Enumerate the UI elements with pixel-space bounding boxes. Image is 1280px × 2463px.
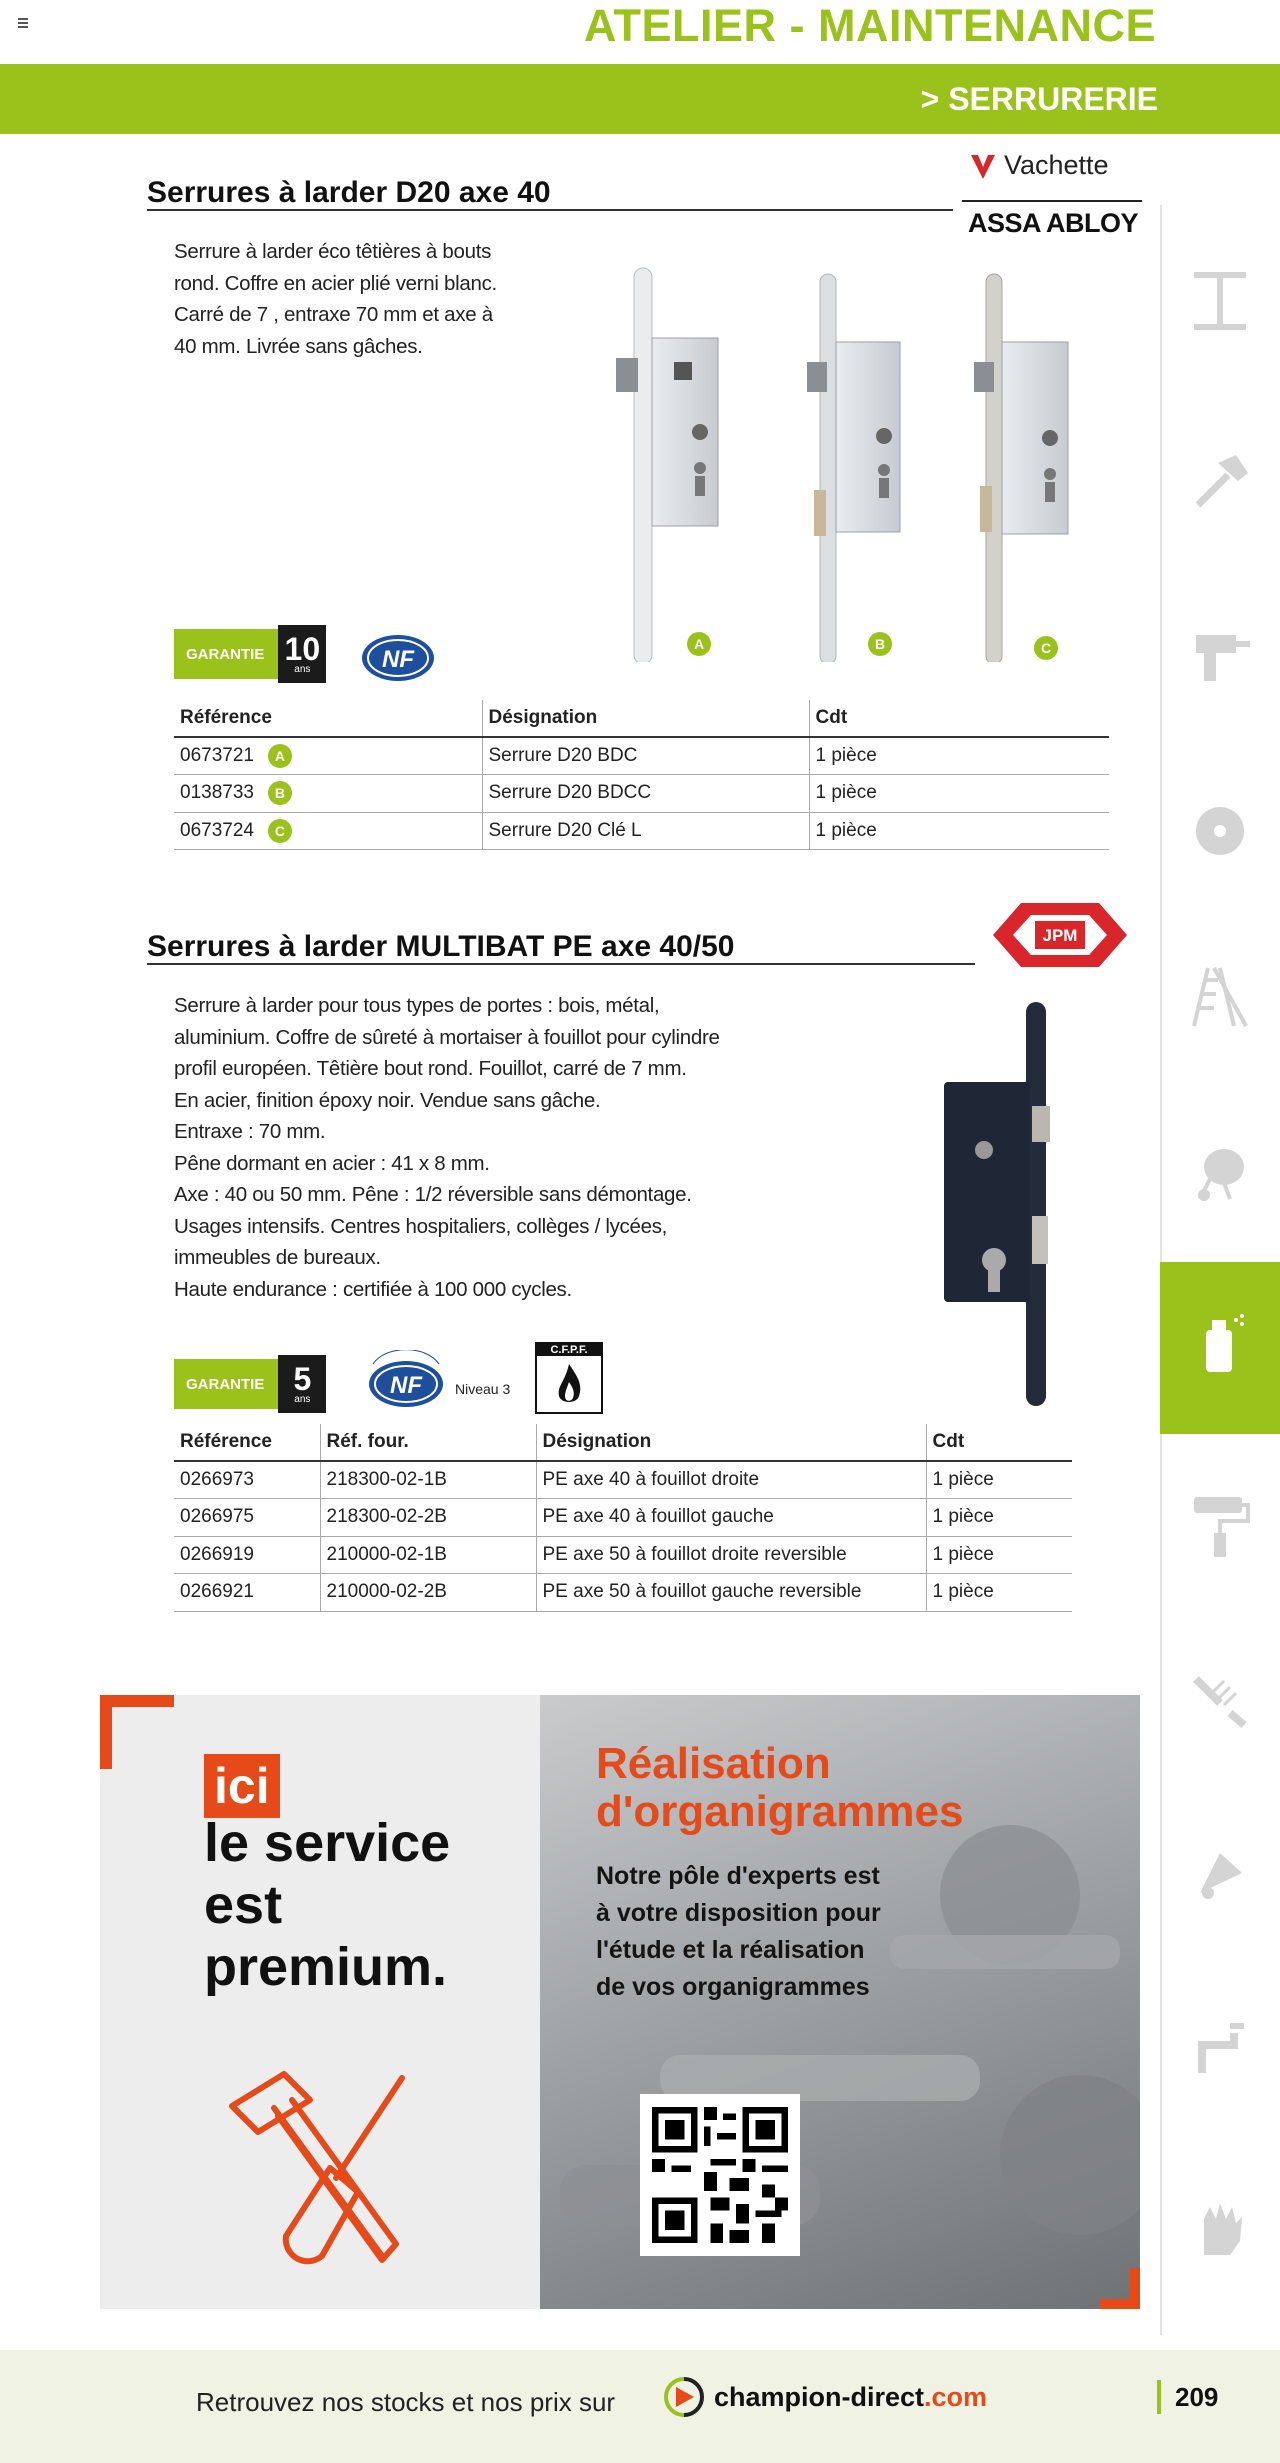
cell-reference	[174, 775, 482, 813]
cell-reference: 0266919	[174, 1536, 320, 1574]
cell-designation: Serrure D20 Clé L	[482, 812, 809, 850]
product2-garantie	[174, 1355, 326, 1413]
glove-icon[interactable]	[1185, 2192, 1255, 2262]
table-header-row	[174, 1424, 1072, 1461]
title-line: Réalisation	[596, 1739, 831, 1788]
product1-images	[600, 262, 1120, 662]
promo-corner-mark	[100, 1695, 174, 1769]
garantie-years	[278, 625, 326, 683]
product2-table	[174, 1424, 1072, 1612]
promo-organigrammes-text	[596, 1858, 881, 2006]
table-row	[174, 1461, 1072, 1499]
desc-line: immeubles de bureaux.	[174, 1246, 381, 1269]
jpm-text: JPM	[1042, 926, 1078, 945]
cell-cdt: 1 pièce	[926, 1574, 1072, 1612]
cell-reference	[174, 737, 482, 775]
desc-line: 40 mm. Livrée sans gâches.	[174, 334, 423, 358]
product1-table	[174, 700, 1109, 850]
garantie-years-unit: ans	[294, 664, 311, 675]
brand-divider	[962, 200, 1142, 202]
garantie-years-unit: ans	[294, 1394, 311, 1405]
assa-abloy-logo: ASSA ABLOY	[968, 208, 1139, 238]
footer-text: Retrouvez nos stocks et nos prix sur	[196, 2387, 616, 2417]
headline-line: premium.	[204, 1937, 448, 1997]
desc-line: Haute endurance : certifiée à 100 000 cycles.	[174, 1277, 572, 1301]
reference-value: 0138733	[180, 782, 254, 804]
promo-headline	[204, 1812, 450, 1998]
menu-icon[interactable]	[18, 18, 28, 30]
desc-line: Serrure à larder pour tous types de portes : bois, métal,	[174, 994, 660, 1017]
body-line: de vos organigrammes	[596, 1973, 870, 2001]
champion-direct-logo[interactable]	[660, 2375, 987, 2419]
product1-title: Serrures à larder D20 axe 40	[147, 176, 551, 209]
vachette-logo	[968, 150, 1109, 181]
desc-line: Entraxe : 70 mm.	[174, 1120, 326, 1143]
garantie-years	[278, 1355, 326, 1413]
headline-line: est	[204, 1875, 283, 1935]
desc-line: En acier, finition époxy noir. Vendue sans gâche.	[174, 1088, 601, 1112]
cell-ref-four: 218300-02-2B	[320, 1499, 536, 1537]
product2-image	[940, 998, 1060, 1410]
cell-designation: Serrure D20 BDCC	[482, 775, 809, 813]
product2-title-rule	[147, 963, 975, 965]
cell-cdt: 1 pièce	[809, 737, 1109, 775]
table-row	[174, 1574, 1072, 1612]
logo-tld-text: .com	[924, 2381, 988, 2412]
title-line: d'organigrammes	[596, 1787, 964, 1836]
desc-line: Axe : 40 ou 50 mm. Pêne : 1/2 réversible sans démontage.	[174, 1183, 692, 1206]
image-label-b: B	[868, 632, 892, 656]
product2-title: Serrures à larder MULTIBAT PE axe 40/50	[147, 930, 735, 963]
col-header-ref-four: Réf. four.	[320, 1424, 536, 1461]
lock-c-image	[974, 274, 1068, 662]
cell-cdt: 1 pièce	[809, 812, 1109, 850]
image-label-a: A	[687, 632, 711, 656]
cfpf-text: C.F.P.F.	[537, 1344, 601, 1356]
col-header-cdt: Cdt	[809, 700, 1109, 737]
garantie-years-number: 5	[293, 1361, 312, 1397]
page-title: ATELIER - MAINTENANCE	[583, 0, 1156, 51]
cell-designation: PE axe 50 à fouillot gauche reversible	[536, 1574, 926, 1612]
table-row	[174, 737, 1109, 775]
col-header-designation: Désignation	[536, 1424, 926, 1461]
table-row	[174, 812, 1109, 850]
desc-line: Carré de 7 , entraxe 70 mm et axe à	[174, 303, 493, 326]
table-header-row	[174, 700, 1109, 737]
flame-icon	[537, 1356, 601, 1410]
cell-ref-four: 218300-02-1B	[320, 1461, 536, 1499]
desc-line: Serrure à larder éco têtières à bouts	[174, 240, 492, 263]
col-header-designation: Désignation	[482, 700, 809, 737]
nf-text: NF	[382, 646, 414, 673]
cement-mixer-icon[interactable]	[1185, 1138, 1255, 1208]
nf-logo	[358, 632, 438, 684]
table-row	[174, 1536, 1072, 1574]
beam-icon[interactable]	[1185, 266, 1255, 336]
reference-value: 0673721	[180, 745, 254, 767]
garantie-label: GARANTIE	[174, 1359, 278, 1409]
cell-cdt: 1 pièce	[926, 1461, 1072, 1499]
page-number: 209	[1175, 2382, 1219, 2412]
cell-reference: 0266975	[174, 1499, 320, 1537]
garantie-years-number: 10	[284, 631, 321, 667]
saw-blade-icon[interactable]	[1185, 796, 1255, 866]
pipe-icon[interactable]	[1185, 2010, 1255, 2080]
footer	[0, 2350, 1280, 2463]
cell-cdt: 1 pièce	[926, 1536, 1072, 1574]
vachette-name: Vachette	[1004, 150, 1109, 180]
cell-reference: 0266973	[174, 1461, 320, 1499]
lamp-icon[interactable]	[1185, 1838, 1255, 1908]
qr-code[interactable]	[640, 2094, 800, 2256]
cell-designation: PE axe 40 à fouillot gauche	[536, 1499, 926, 1537]
body-line: Notre pôle d'experts est	[596, 1862, 880, 1890]
cell-reference	[174, 812, 482, 850]
product1-description	[174, 236, 497, 362]
col-header-reference: Référence	[174, 700, 482, 737]
hammer-icon[interactable]	[1185, 446, 1255, 516]
section-tag: > SERRURERIE	[920, 81, 1158, 117]
product1-garantie	[174, 625, 326, 683]
promo-corner-mark	[1100, 2268, 1140, 2309]
cell-cdt: 1 pièce	[809, 775, 1109, 813]
cell-reference: 0266921	[174, 1574, 320, 1612]
image-label-c: C	[1034, 636, 1058, 660]
lock-b-image	[807, 274, 900, 662]
cfpf-label-logo	[535, 1342, 603, 1414]
cell-designation: PE axe 50 à fouillot droite reversible	[536, 1536, 926, 1574]
table-row	[174, 1499, 1072, 1537]
variant-badge: C	[268, 819, 292, 843]
body-line: l'étude et la réalisation	[596, 1936, 865, 1964]
product2-description	[174, 990, 720, 1305]
reference-value: 0673724	[180, 819, 254, 841]
garantie-label: GARANTIE	[174, 629, 278, 679]
screw-icon[interactable]	[1185, 1664, 1255, 1734]
cell-ref-four: 210000-02-2B	[320, 1574, 536, 1612]
promo-ici-badge: ici	[204, 1754, 280, 1818]
vachette-v-icon	[968, 151, 998, 181]
nf-level: Niveau 3	[455, 1381, 511, 1397]
desc-line: rond. Coffre en acier plié verni blanc.	[174, 271, 497, 295]
drill-icon[interactable]	[1185, 620, 1255, 690]
desc-line: Usages intensifs. Centres hospitaliers, collèges / lycées,	[174, 1214, 668, 1238]
body-line: à votre disposition pour	[596, 1899, 881, 1927]
tools-icon	[212, 2060, 432, 2282]
col-header-cdt: Cdt	[926, 1424, 1072, 1461]
ladder-icon[interactable]	[1185, 962, 1255, 1032]
variant-badge: A	[268, 744, 292, 768]
product1-title-rule	[147, 209, 953, 211]
variant-badge: B	[268, 781, 292, 805]
headline-line: le service	[204, 1813, 451, 1873]
desc-line: aluminium. Coffre de sûreté à mortaiser à fouillot pour cylindre	[174, 1025, 720, 1049]
col-header-reference: Référence	[174, 1424, 320, 1461]
jpm-logo	[985, 895, 1135, 975]
logo-main-text: champion-direct	[714, 2381, 925, 2412]
lock-a-image	[616, 268, 718, 662]
spray-can-icon[interactable]	[1185, 1308, 1255, 1378]
nf-logo	[365, 1350, 447, 1410]
table-row	[174, 775, 1109, 813]
play-icon	[660, 2375, 708, 2419]
paint-roller-icon[interactable]	[1185, 1490, 1255, 1560]
nf-text: NF	[390, 1372, 422, 1399]
cell-ref-four: 210000-02-1B	[320, 1536, 536, 1574]
promo-organigrammes-title	[596, 1740, 963, 1836]
desc-line: Pêne dormant en acier : 41 x 8 mm.	[174, 1151, 490, 1175]
cell-designation: PE axe 40 à fouillot droite	[536, 1461, 926, 1499]
cell-designation: Serrure D20 BDC	[482, 737, 809, 775]
desc-line: profil européen. Têtière bout rond. Fouillot, carré de 7 mm.	[174, 1057, 687, 1080]
page-number-separator	[1157, 2380, 1161, 2414]
qr-code-pattern	[652, 2106, 788, 2244]
cell-cdt: 1 pièce	[926, 1499, 1072, 1537]
